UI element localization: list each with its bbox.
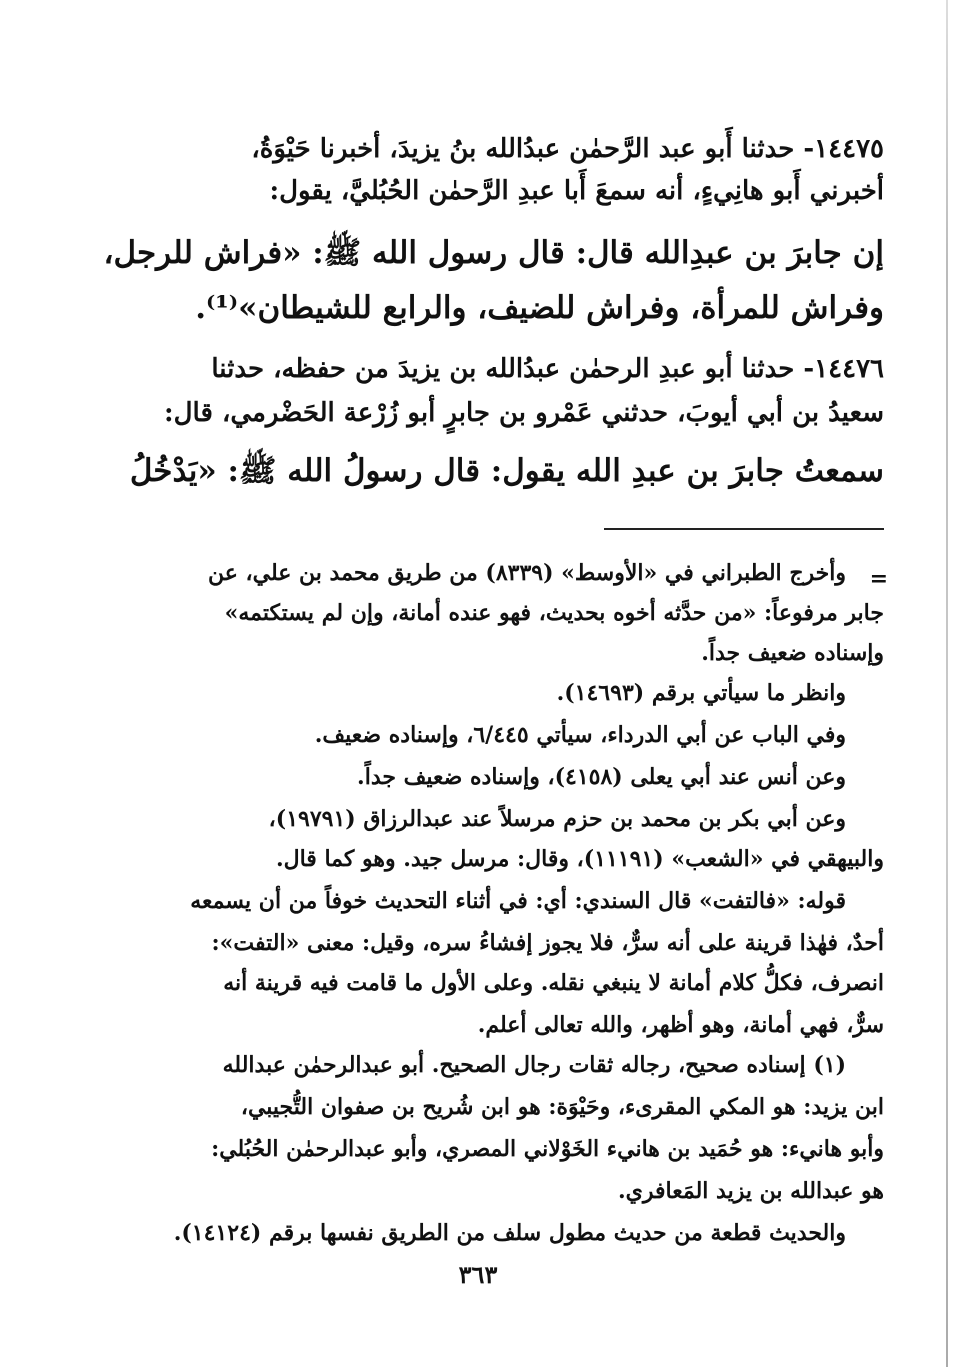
footnote-line: ابن يزيد: هو المكي المقرىء، وحَيْوَة: هو ابن شُريح بن صفوان التُّجيبي، xyxy=(240,1094,884,1120)
footnote-line: أحدٌ، فهٰذا قرينة على أنه سرٌّ، فلا يجوز إفشاءُ سره، وقيل: معنى «التفت»: xyxy=(211,930,884,956)
footnote-line: جابر مرفوعاً: «من حدَّثه أخوه بحديث، فهو عنده أمانة، وإن لم يستكتمه» xyxy=(224,600,884,626)
footnote-line: سرٌّ، فهي أمانة، وهو أظهر، والله تعالى أعلم. xyxy=(477,1012,884,1038)
footnote-line: والبيهقي في «الشعب» (١١١٩١)، وقال: مرسل جيد. وهو كما قال. xyxy=(275,846,884,872)
hadith-14475-line-1: ١٤٤٧٥- حدثنا أَبو عبد الرَّحمٰن عبدُالله بنُ يزيدَ، أخبرنا حَيْوَةُ، xyxy=(251,134,884,164)
footnote-line: وعن أنس عند أبي يعلى (٤١٥٨)، وإسناده ضعيف جداً. xyxy=(357,764,846,790)
hadith-14476-line-3: سمعتُ جابرَ بن عبدِ الله يقول: قال رسولُ الله ﷺ: «يَدْخُلُ xyxy=(129,453,884,489)
hadith-14476-line-1: ١٤٤٧٦- حدثنا أبو عبدِ الرحمٰن عبدُالله بن يزيدَ من حفظه، حدثنا xyxy=(211,354,884,384)
hadith-14475-line-4: وفراش للمرأة، وفراش للضيف، والرابع للشيطان»⁽¹⁾. xyxy=(195,290,884,326)
footnote-line: وأخرج الطبراني في «الأوسط» (٨٣٣٩) من طريق محمد بن علي، عن xyxy=(207,560,846,586)
footnote-line: وانظر ما سيأتي برقم (١٤٦٩٣). xyxy=(556,680,846,706)
footnote-separator xyxy=(604,528,884,530)
footnote-line: قوله: «فالتفت» قال السندي: أي: في أثناء التحديث خوفاً من أن يسمعه xyxy=(190,888,846,914)
footnote-line: وعن أبي بكر بن محمد بن حزم مرسلاً عند عبدالرزاق (١٩٧٩١)، xyxy=(268,806,846,832)
footnote-line: وفي الباب عن أبي الدرداء، سيأتي ٦/٤٤٥، وإسناده ضعيف. xyxy=(314,722,846,748)
page-number: ٣٦٣ xyxy=(458,1260,498,1289)
footnote-line: وأبو هانيء: هو حُمَيد بن هانيء الخَوْلاني المصري، وأبو عبدالرحمٰن الحُبُلي: xyxy=(211,1136,884,1162)
footnote-line: هو عبدالله بن يزيد المَعافري. xyxy=(618,1178,884,1204)
continuation-marker: = xyxy=(869,566,888,592)
hadith-14475-line-2: أخبرني أَبو هانِيءٍ، أنه سمعَ أَبا عبدِ الرَّحمٰن الحُبُليَّ، يقول: xyxy=(269,176,884,206)
footnote-line: انصرف، فكلُّ كلام أمانة لا ينبغي نقله. وعلى الأول ما قامت فيه قرينة أنه xyxy=(223,970,884,996)
footnote-line: (١) إسناده صحيح، رجاله ثقات رجال الصحيح. أبو عبدالرحمٰن عبدالله xyxy=(222,1052,846,1078)
hadith-14475-line-3: إن جابرَ بن عبدِالله قال: قال رسول الله ﷺ: «فراش للرجل، xyxy=(103,235,884,271)
footnote-line: والحديث قطعة من حديث مطول سلف من الطريق نفسها برقم (١٤١٢٤). xyxy=(173,1220,846,1246)
hadith-14476-line-2: سعيدُ بن أبي أيوبَ، حدثني عَمْرو بن جابرٍ أبو زُرْعة الحَضْرمي، قال: xyxy=(164,398,884,428)
footnote-line: وإسناده ضعيف جداً. xyxy=(701,640,884,666)
page-edge-shadow xyxy=(946,0,948,1367)
